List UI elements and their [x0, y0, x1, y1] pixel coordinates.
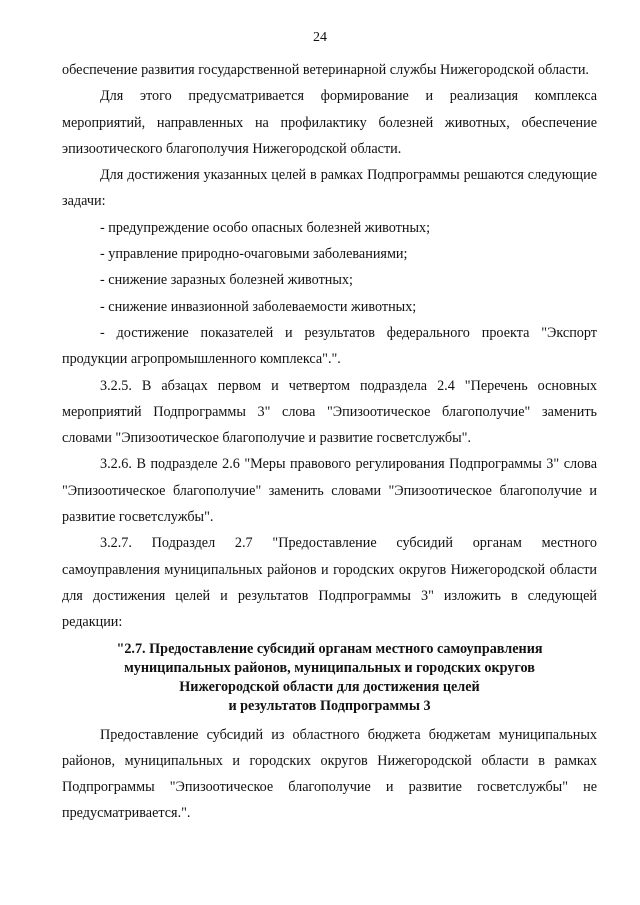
list-item: - снижение заразных болезней животных; — [100, 272, 353, 289]
paragraph-measures: Для этого предусматривается формирование и реализация комплекса мероприятий, направленных на профилактику болезней животных, обеспечение эпизоотического благополучия Нижегородской области. — [62, 88, 597, 157]
list-item: - снижение инвазионной заболеваемости животных; — [100, 298, 417, 315]
section-heading — [62, 640, 597, 716]
paragraph-3-2-7: 3.2.7. Подраздел 2.7 "Предоставление субсидий органам местного самоуправления муниципальных районов и городских округов Нижегородской области для достижения целей и результатов Подпрограммы 3" изложить в следующей редакции: — [62, 535, 597, 631]
list-item: - предупреждение особо опасных болезней животных; — [100, 219, 431, 236]
heading-line: муниципальных районов, муниципальных и городских округов — [124, 659, 535, 676]
list-item: - управление природно-очаговыми заболеваниями; — [100, 246, 408, 263]
paragraph-tasks-intro: Для достижения указанных целей в рамках Подпрограммы решаются следующие задачи: — [62, 167, 597, 210]
document-body — [62, 57, 597, 827]
list-item: - достижение показателей и результатов федерального проекта "Экспорт продукции агропромышленного комплекса".". — [62, 324, 597, 368]
heading-line: и результатов Подпрограммы 3 — [228, 697, 431, 714]
page-number: 24 — [313, 30, 327, 45]
paragraph-3-2-6: 3.2.6. В подразделе 2.6 "Меры правового регулирования Подпрограммы 3" слова "Эпизоотическое благополучие" заменить словами "Эпизоотическое благополучие и развитие госветслужбы". — [62, 456, 597, 526]
heading-line: "2.7. Предоставление субсидий органам местного самоуправления — [116, 640, 543, 657]
heading-line: Нижегородской области для достижения целей — [179, 678, 480, 695]
paragraph-vet-service: обеспечение развития государственной ветеринарной службы Нижегородской области. — [62, 62, 589, 78]
paragraph-3-2-5: 3.2.5. В абзацах первом и четвертом подраздела 2.4 "Перечень основных мероприятий Подпрограммы 3" слова "Эпизоотическое благополучие" заменить словами "Эпизоотическое благополучие и развитие госветслужбы". — [62, 377, 597, 447]
paragraph-closing: Предоставление субсидий из областного бюджета бюджетам муниципальных районов, муниципальных и городских округов Нижегородской области в рамках Подпрограммы "Эпизоотическое благополучие и развитие госветслужбы" не предусматривается.". — [62, 726, 597, 822]
